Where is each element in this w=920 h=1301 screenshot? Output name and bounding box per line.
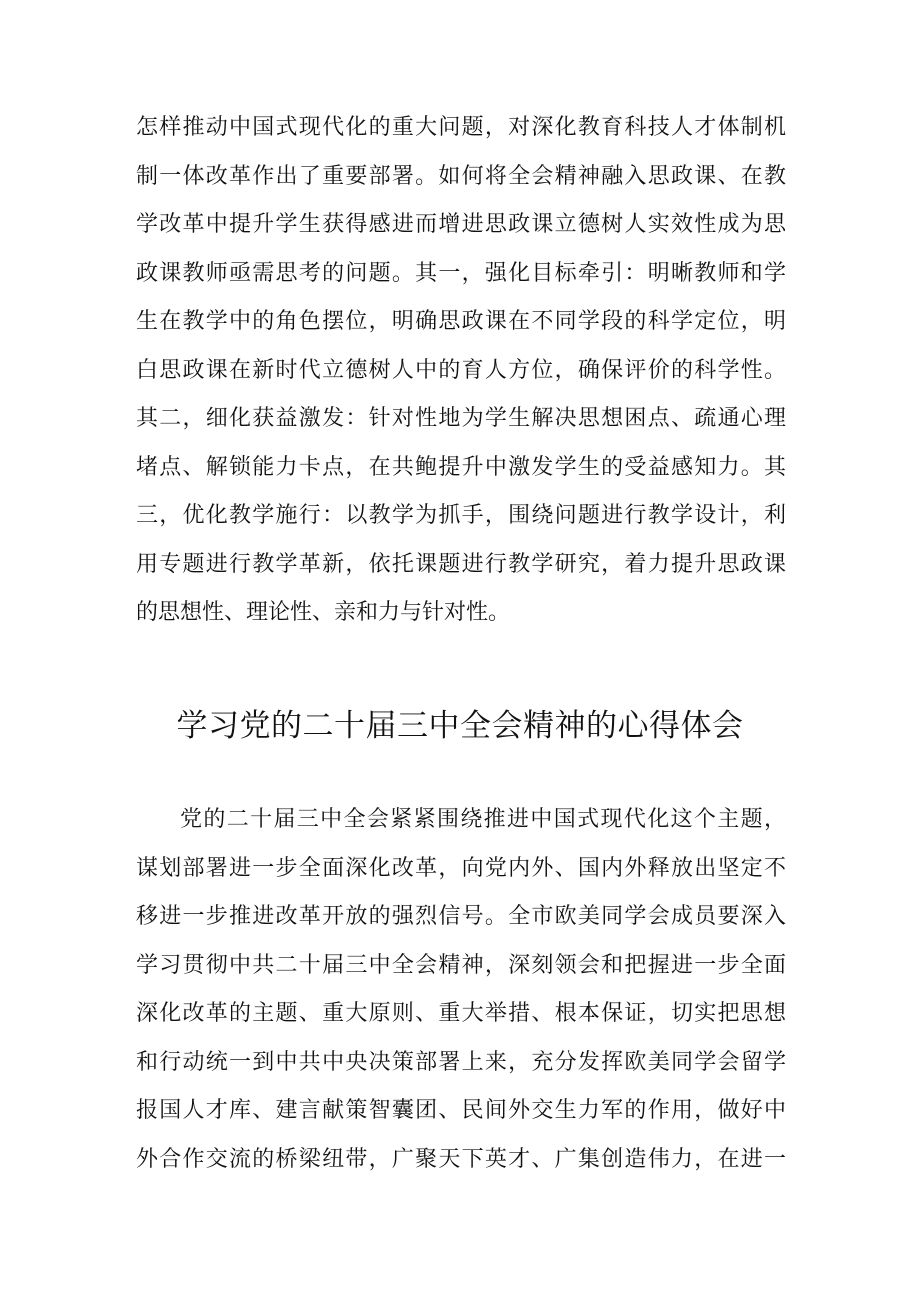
paragraph-line: 深化改革的主题、重大原则、重大举措、根本保证，切实把思想 xyxy=(136,1001,786,1026)
section-heading: 学习党的二十届三中全会精神的心得体会 xyxy=(176,708,744,744)
paragraph-line: 外合作交流的桥梁纽带，广聚天下英才、广集创造伟力，在进一 xyxy=(136,1146,786,1172)
paragraph-line: 学习贯彻中共二十届三中全会精神，深刻领会和把握进一步全面 xyxy=(136,952,786,978)
paragraph-line: 堵点、解锁能力卡点，在共鲍提升中激发学生的受益感知力。其 xyxy=(136,454,786,480)
paragraph-line: 移进一步推进改革开放的强烈信号。全市欧美同学会成员要深入 xyxy=(136,904,786,929)
paragraph-line: 党的二十届三中全会紧紧围绕推进中国式现代化这个主题， xyxy=(180,807,786,832)
body-paragraph-1 xyxy=(136,104,786,638)
paragraph-line: 怎样推动中国式现代化的重大问题，对深化教育科技人才体制机 xyxy=(136,115,786,140)
paragraph-line: 报国人才库、建言献策智囊团、民间外交生力军的作用，做好中 xyxy=(136,1098,786,1123)
paragraph-line: 和行动统一到中共中央决策部署上来，充分发挥欧美同学会留学 xyxy=(136,1049,786,1075)
paragraph-line: 生在教学中的角色摆位，明确思政课在不同学段的科学定位，明 xyxy=(136,309,786,334)
paragraph-line: 的思想性、理论性、亲和力与针对性。 xyxy=(136,600,511,625)
paragraph-line: 谋划部署进一步全面深化改革，向党内外、国内外释放出坚定不 xyxy=(136,855,786,881)
paragraph-line: 用专题进行教学革新，依托课题进行教学研究，着力提升思政课 xyxy=(136,551,786,577)
paragraph-line: 白思政课在新时代立德树人中的育人方位，确保评价的科学性。 xyxy=(136,357,786,383)
paragraph-line: 其二，细化获益激发：针对性地为学生解决思想困点、疏通心理 xyxy=(136,406,786,431)
body-paragraph-2 xyxy=(136,796,786,1184)
paragraph-line: 学改革中提升学生获得感进而增进思政课立德树人实效性成为思 xyxy=(136,212,786,237)
paragraph-line: 三，优化教学施行：以教学为抓手，围绕问题进行教学设计，利 xyxy=(136,503,786,528)
paragraph-line: 制一体改革作出了重要部署。如何将全会精神融入思政课、在教 xyxy=(136,163,786,189)
paragraph-line: 政课教师亟需思考的问题。其一，强化目标牵引：明晰教师和学 xyxy=(136,260,786,286)
